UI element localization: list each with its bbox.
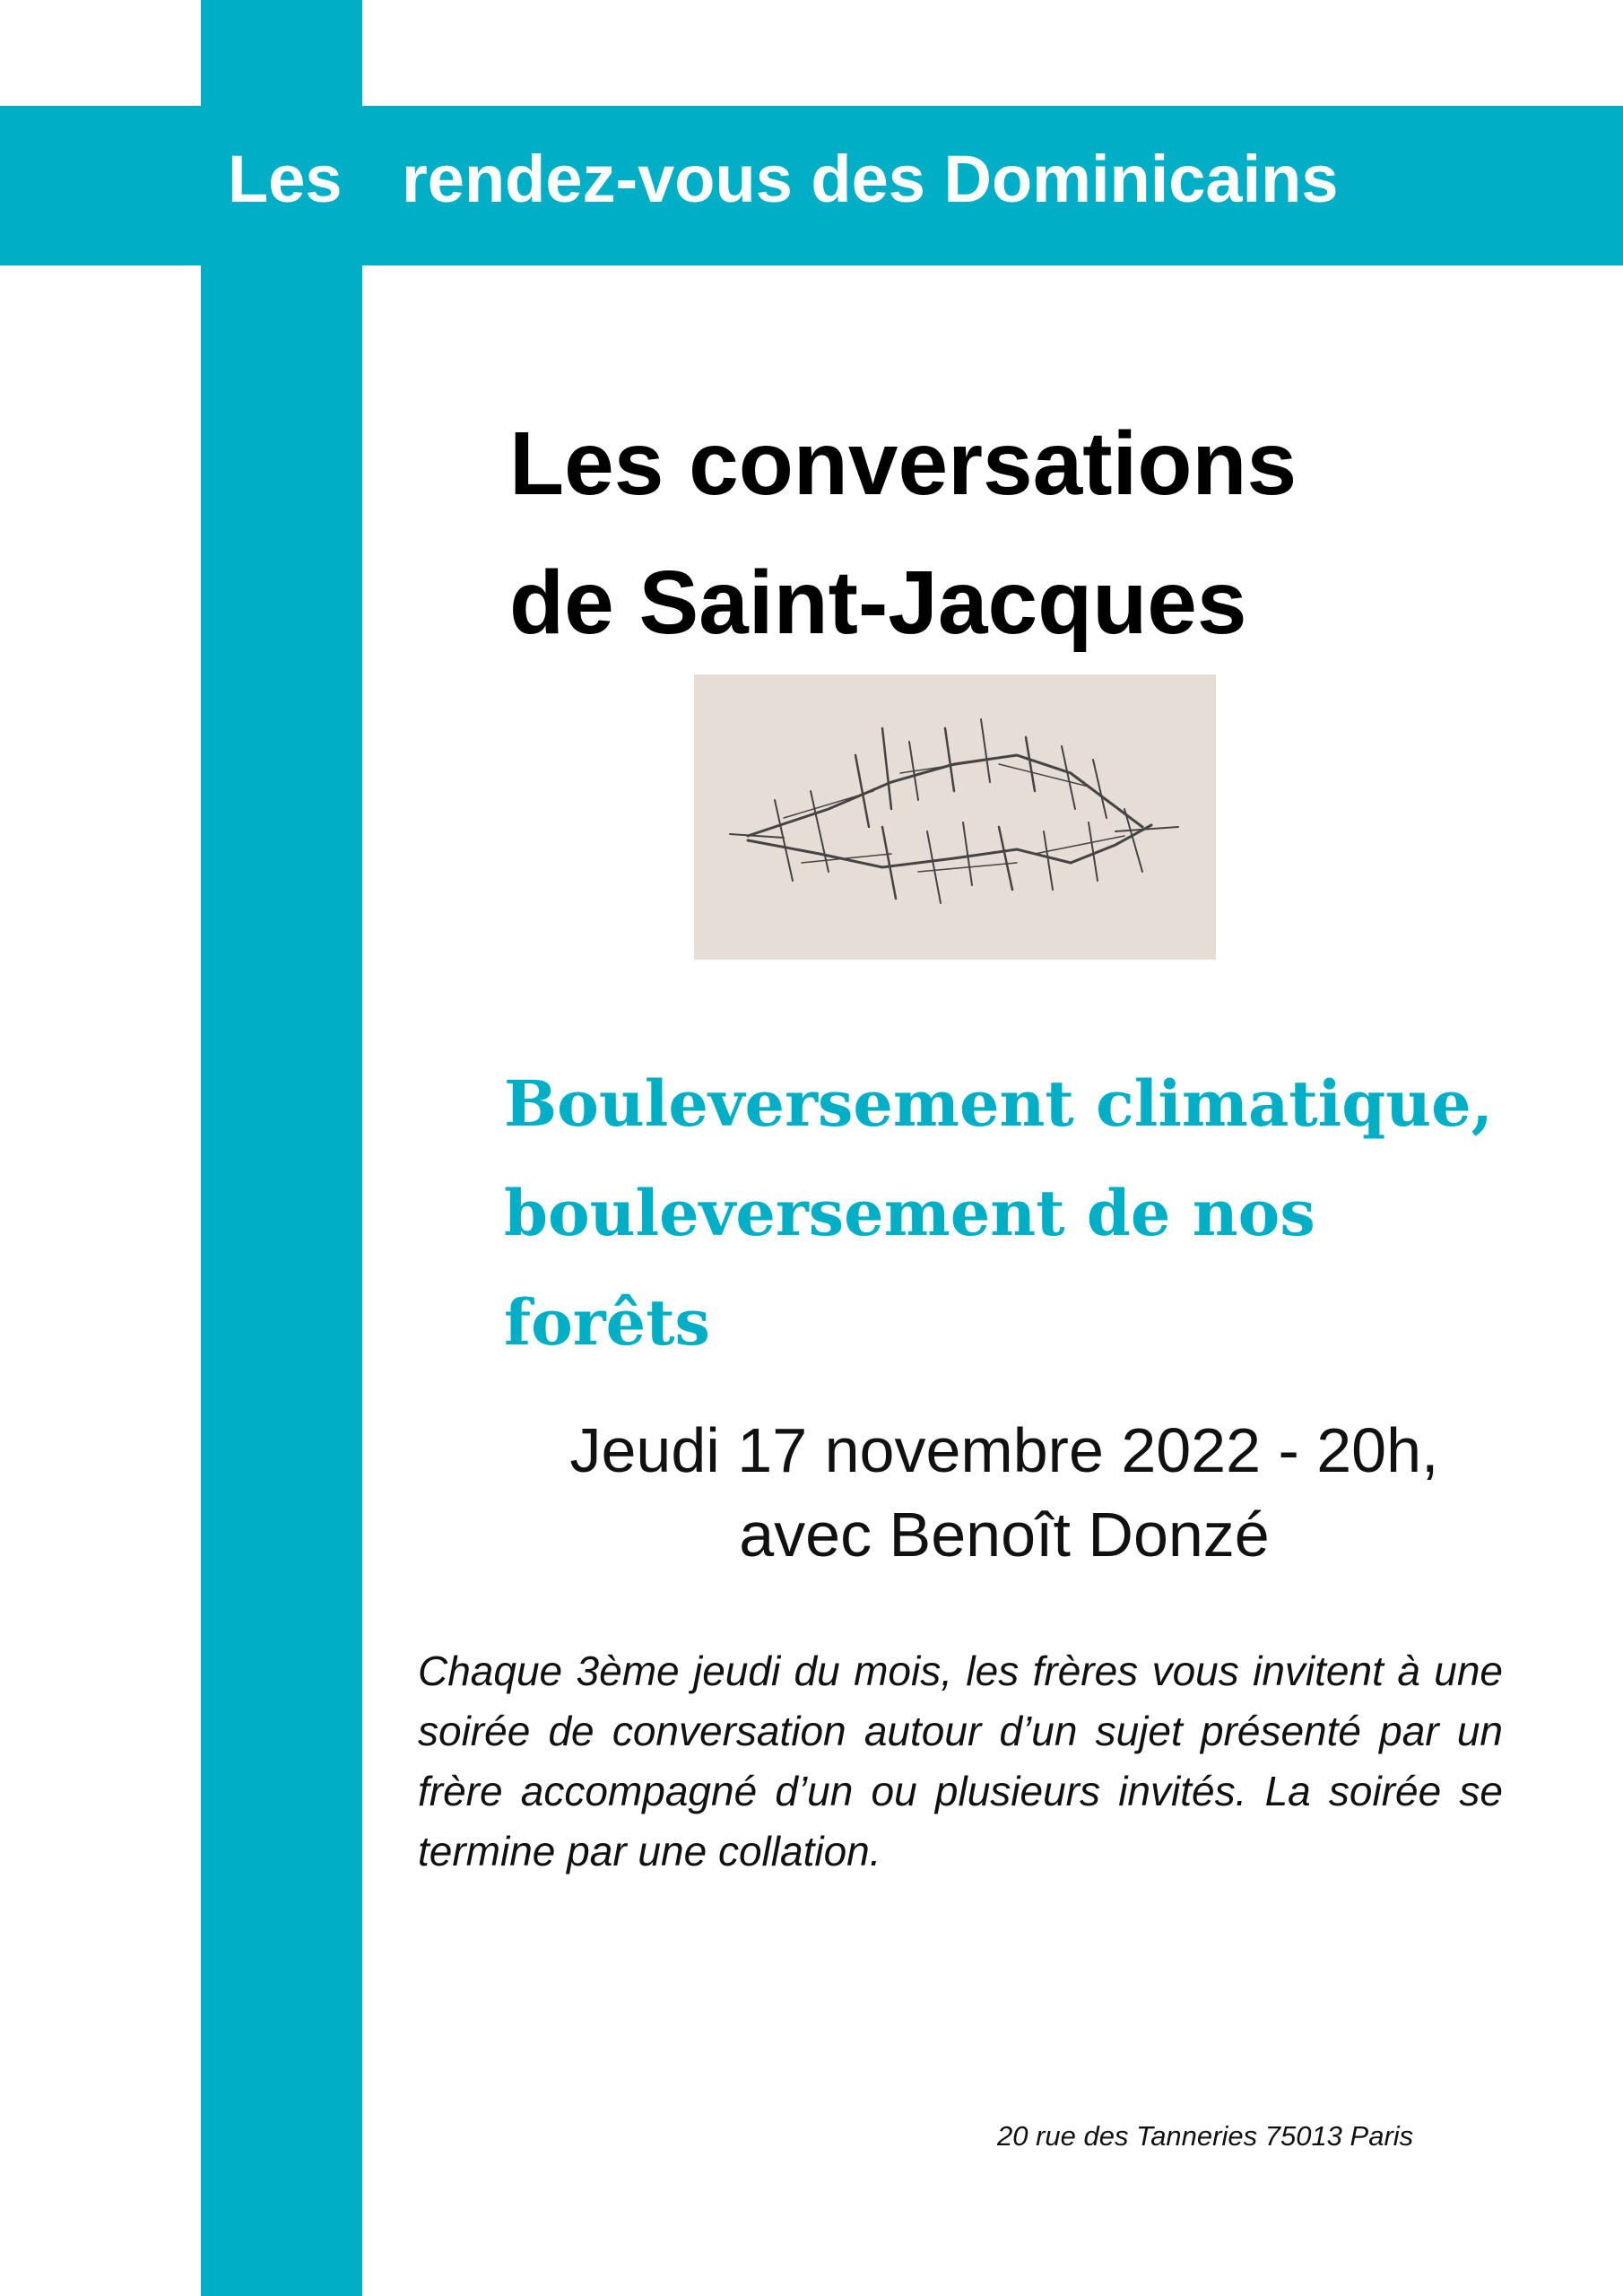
address: 20 rue des Tanneries 75013 Paris [997, 2120, 1414, 2152]
event-guest: avec Benoît Donzé [739, 1500, 1270, 1570]
page-title [509, 395, 1297, 673]
charcoal-drawing-image [694, 674, 1216, 960]
event-subtitle-line: bouleversement de nos [504, 1176, 1315, 1250]
event-description: Chaque 3ème jeudi du mois, les frères vous invitent à une soirée de conversation autour d’un sujet présenté par un frère accompagné d’un ou plusieurs invités. La soirée se termine par une collation. [418, 1648, 1503, 1874]
event-subtitle-line: Bouleversement climatique, [504, 1066, 1494, 1141]
page-title-line: Les conversations [509, 413, 1298, 514]
event-details [484, 1408, 1524, 1577]
crown-of-thorns-drawing [694, 674, 1216, 960]
event-date: Jeudi 17 novembre 2022 - 20h, [569, 1415, 1439, 1485]
page-title-line: de Saint-Jacques [509, 552, 1247, 653]
cross-vertical-bar [201, 0, 362, 2296]
event-subtitle-line: forêts [504, 1285, 710, 1360]
header-title-word: Les [228, 142, 343, 216]
event-subtitle [504, 1049, 1562, 1378]
header-title: rendez-vous des Dominicains [402, 142, 1339, 216]
